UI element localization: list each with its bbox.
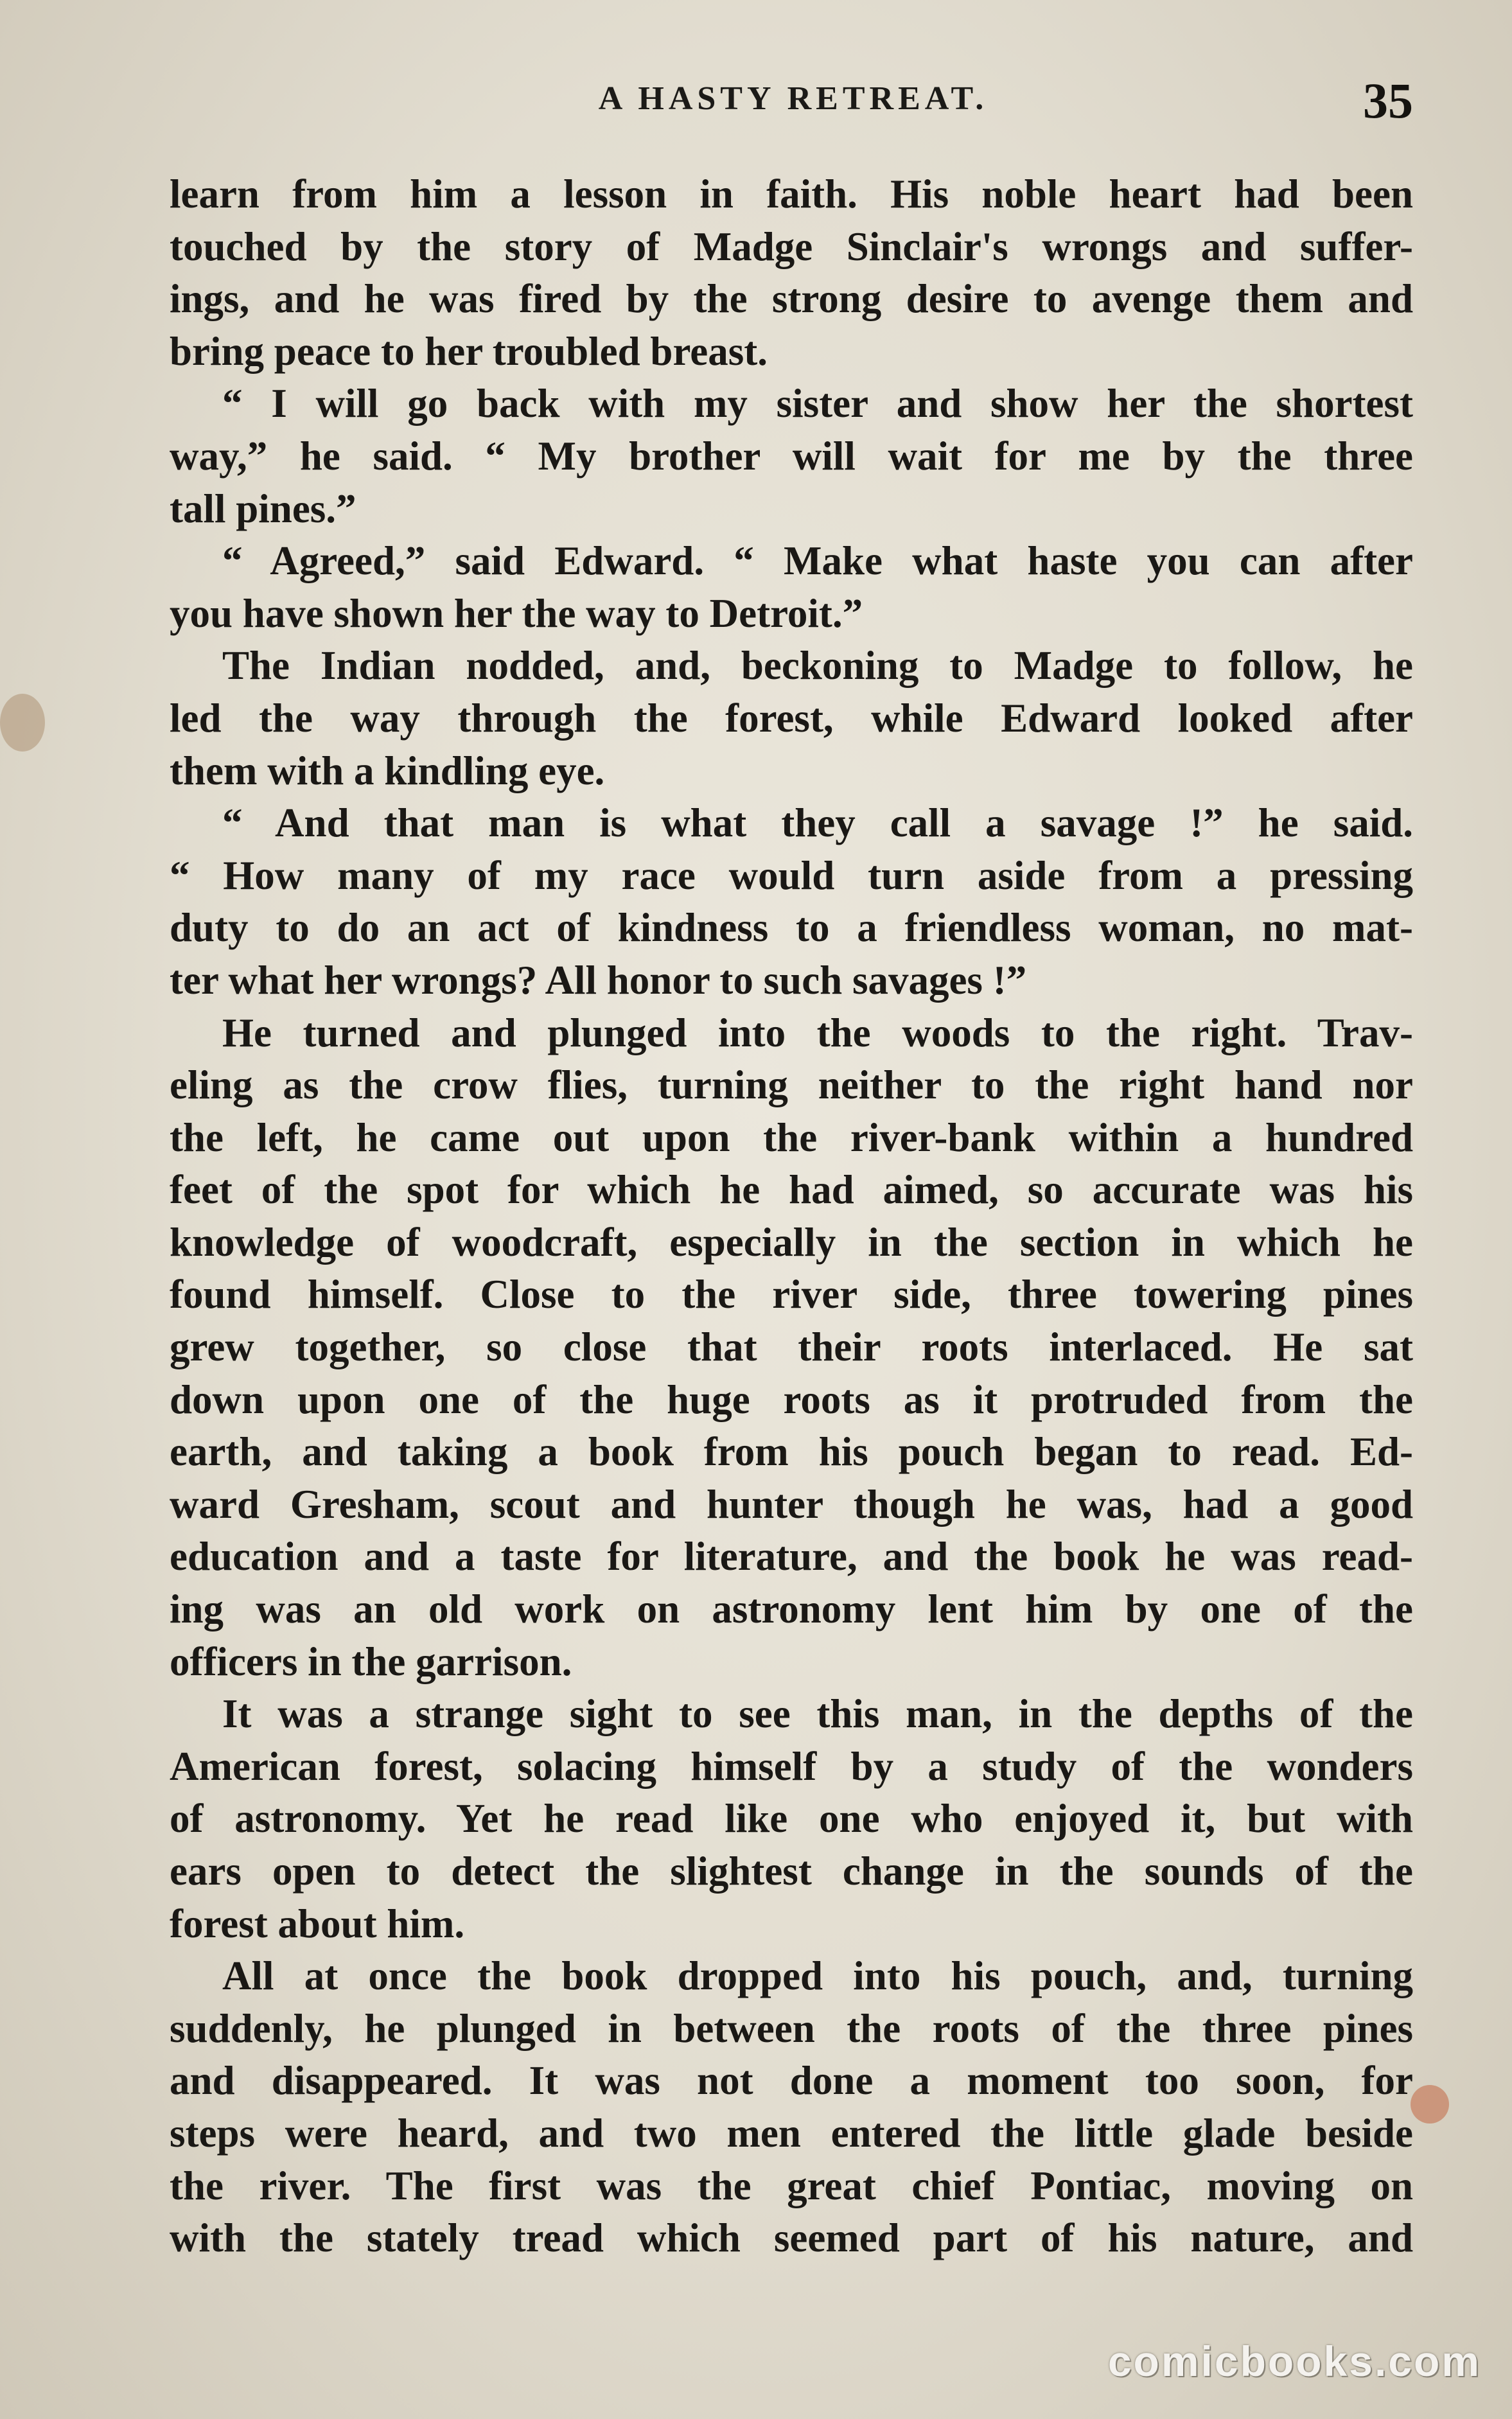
page-stain xyxy=(0,694,45,752)
text-line: bring peace to her troubled breast. xyxy=(170,328,768,374)
text-line: the river. The first was the great chief Pontiac, moving on xyxy=(170,2163,1413,2208)
text-line: down upon one of the huge roots as it protruded from the xyxy=(170,1377,1413,1422)
text-line: ward Gresham, scout and hunter though he was, had a good xyxy=(170,1481,1413,1527)
text-line: duty to do an act of kindness to a friendless woman, no mat- xyxy=(170,905,1413,951)
text-line: with the stately tread which seemed part of his nature, and xyxy=(170,2215,1413,2261)
text-line: He turned and plunged into the woods to the right. Trav- xyxy=(222,1010,1413,1055)
text-line: earth, and taking a book from his pouch began to read. Ed- xyxy=(170,1429,1413,1475)
page-stain xyxy=(1411,2085,1449,2124)
text-line: steps were heard, and two men entered the little glade beside xyxy=(170,2110,1413,2156)
body-text xyxy=(170,168,1413,2265)
text-line: “ And that man is what they call a savage !” he said. xyxy=(222,800,1413,846)
text-line: feet of the spot for which he had aimed, so accurate was his xyxy=(170,1167,1413,1213)
text-line: officers in the garrison. xyxy=(170,1639,572,1684)
text-line: way,” he said. “ My brother will wait for me by the three xyxy=(170,433,1413,479)
text-line: American forest, solacing himself by a study of the wonders xyxy=(170,1743,1413,1789)
text-line: It was a strange sight to see this man, in the depths of the xyxy=(222,1691,1413,1737)
text-line: ing was an old work on astronomy lent him by one of the xyxy=(170,1587,1413,1632)
text-line: learn from him a lesson in faith. His noble heart had been xyxy=(170,172,1413,216)
text-line: grew together, so close that their roots interlaced. He sat xyxy=(170,1324,1413,1370)
text-line: education and a taste for literature, and the book he was read- xyxy=(170,1534,1413,1579)
text-line: ter what her wrongs? All honor to such savages !” xyxy=(170,957,1027,1003)
text-line: found himself. Close to the river side, three towering pines xyxy=(170,1272,1413,1317)
text-line: eling as the crow flies, turning neither to the right hand nor xyxy=(170,1062,1413,1108)
text-line: of astronomy. Yet he read like one who enjoyed it, but with xyxy=(170,1796,1413,1842)
text-line: “ Agreed,” said Edward. “ Make what haste you can after xyxy=(222,538,1413,584)
text-line: led the way through the forest, while Edward looked after xyxy=(170,695,1413,741)
text-line: forest about him. xyxy=(170,1901,465,1946)
text-line: suddenly, he plunged in between the roots of the three pines xyxy=(170,2005,1413,2051)
watermark: comicbooks.com xyxy=(1107,2337,1481,2385)
text-line: All at once the book dropped into his pouch, and, turning xyxy=(222,1953,1413,1999)
text-line: and disappeared. It was not done a moment too soon, for xyxy=(170,2058,1413,2104)
text-line: the left, he came out upon the river-bank within a hundred xyxy=(170,1114,1413,1160)
text-line: “ How many of my race would turn aside from a pressing xyxy=(170,852,1413,898)
text-line: tall pines.” xyxy=(170,486,356,531)
text-line: ings, and he was fired by the strong desire to avenge them and xyxy=(170,276,1413,322)
text-line: you have shown her the way to Detroit.” xyxy=(170,590,863,636)
running-title: A HASTY RETREAT. xyxy=(598,80,989,117)
text-line: “ I will go back with my sister and show her the shortest xyxy=(222,381,1413,427)
page-header xyxy=(173,73,1413,128)
text-line: The Indian nodded, and, beckoning to Madge to follow, he xyxy=(222,643,1413,689)
text-line: knowledge of woodcraft, especially in the section in which he xyxy=(170,1219,1413,1265)
text-line: touched by the story of Madge Sinclair's wrongs and suffer- xyxy=(170,224,1413,269)
text-line: them with a kindling eye. xyxy=(170,748,605,793)
text-line: ears open to detect the slightest change in the sounds of the xyxy=(170,1849,1413,1894)
page-number: 35 xyxy=(1363,73,1413,128)
